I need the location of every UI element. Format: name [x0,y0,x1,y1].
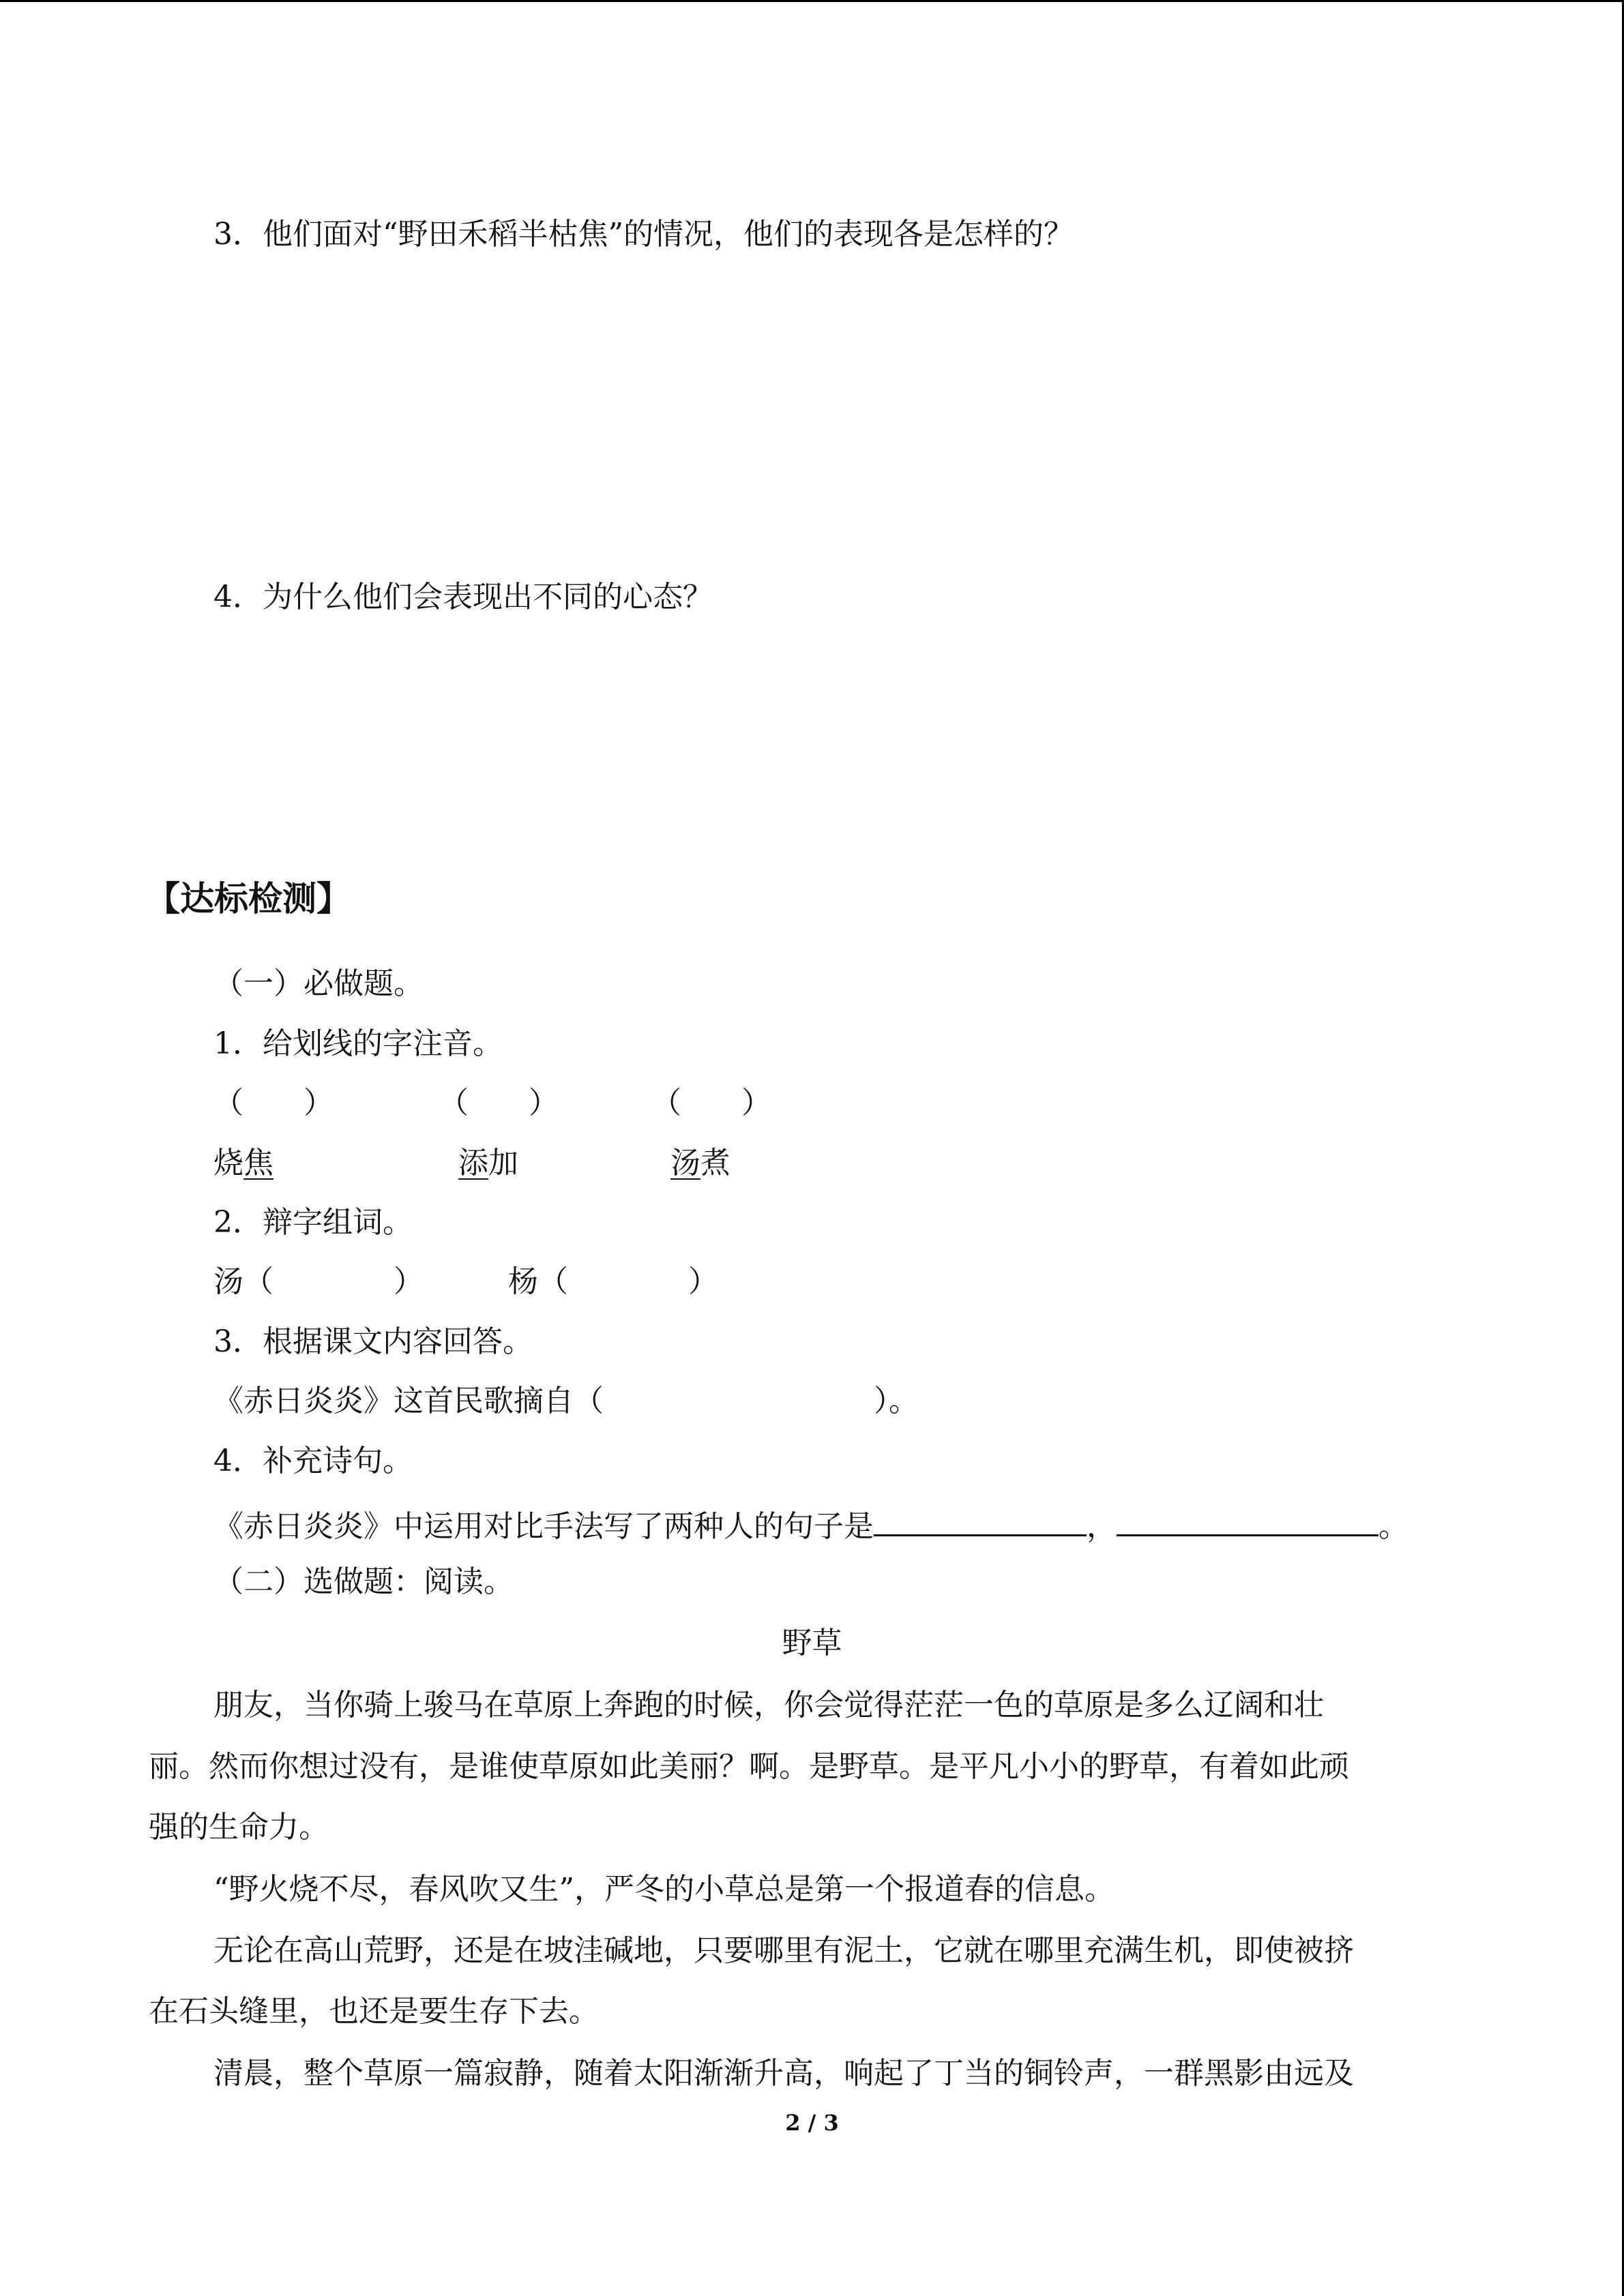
passage-line-7: 清晨，整个草原一篇寂静，随着太阳渐渐升高，响起了丁当的铜铃声，一群黑影由远及 [213,2056,1354,2091]
word-1 [213,1144,274,1182]
passage-title: 野草 [782,1626,842,1660]
page-number: 2 / 3 [785,2110,839,2136]
exercise-2: 2．辩字组词。 [213,1205,413,1240]
passage-line-1: 朋友，当你骑上骏马在草原上奔跑的时候，你会觉得茫茫一色的草原是多么辽阔和壮 [213,1688,1324,1723]
word-1-underlined: 焦 [243,1146,274,1180]
pair-1: 汤（ ） [213,1264,424,1299]
exercise-3-text: 《赤日炎炎》这首民歌摘自（ ）。 [213,1384,919,1418]
word-2-underlined: 添 [458,1146,488,1180]
required-label: （一）必做题。 [213,966,424,1001]
answer-blank-2[interactable] [1117,1507,1378,1536]
pinyin-box-2: （ ） [439,1086,559,1120]
exercise-4: 4．补充诗句。 [213,1444,413,1478]
pinyin-box-1: （ ） [213,1086,334,1120]
answer-blank-1[interactable] [874,1507,1087,1536]
passage-line-6: 在石头缝里，也还是要生存下去。 [149,1994,599,2029]
optional-label: （二）选做题：阅读。 [213,1564,514,1599]
passage-line-2: 丽。然而你想过没有，是谁使草原如此美丽？啊。是野草。是平凡小小的野草，有着如此顽 [149,1749,1349,1784]
exercise-3: 3．根据课文内容回答。 [213,1324,533,1359]
section-heading: 【达标检测】 [146,879,351,919]
word-3-underlined: 汤 [670,1146,700,1180]
passage-line-4: “野火烧不尽，春风吹又生”，严冬的小草总是第一个报道春的信息。 [213,1872,1114,1907]
word-1-plain: 烧 [213,1146,243,1180]
exercise-4-text: 《赤日炎炎》中运用对比手法写了两种人的句子是 [213,1509,874,1544]
pinyin-box-3: （ ） [651,1086,771,1120]
passage-line-5: 无论在高山荒野，还是在坡洼碱地，只要哪里有泥土，它就在哪里充满生机，即使被挤 [213,1933,1354,1968]
word-3 [670,1144,730,1182]
pair-2: 杨（ ） [508,1264,718,1299]
passage-line-3: 强的生命力。 [149,1810,329,1845]
question-3-top: 3．他们面对“野田禾稻半枯焦”的情况，他们的表现各是怎样的？ [213,217,1074,252]
exercise-4-line [213,1507,1408,1546]
word-2 [458,1144,518,1182]
exercise-4-end: 。 [1378,1509,1408,1544]
word-2-rest: 加 [488,1146,518,1180]
question-4-top: 4．为什么他们会表现出不同的心态？ [213,580,713,614]
word-3-rest: 煮 [700,1146,730,1180]
page-border-top [0,0,1624,2]
exercise-1: 1．给划线的字注音。 [213,1026,503,1061]
exercise-4-comma: ， [1087,1509,1117,1544]
